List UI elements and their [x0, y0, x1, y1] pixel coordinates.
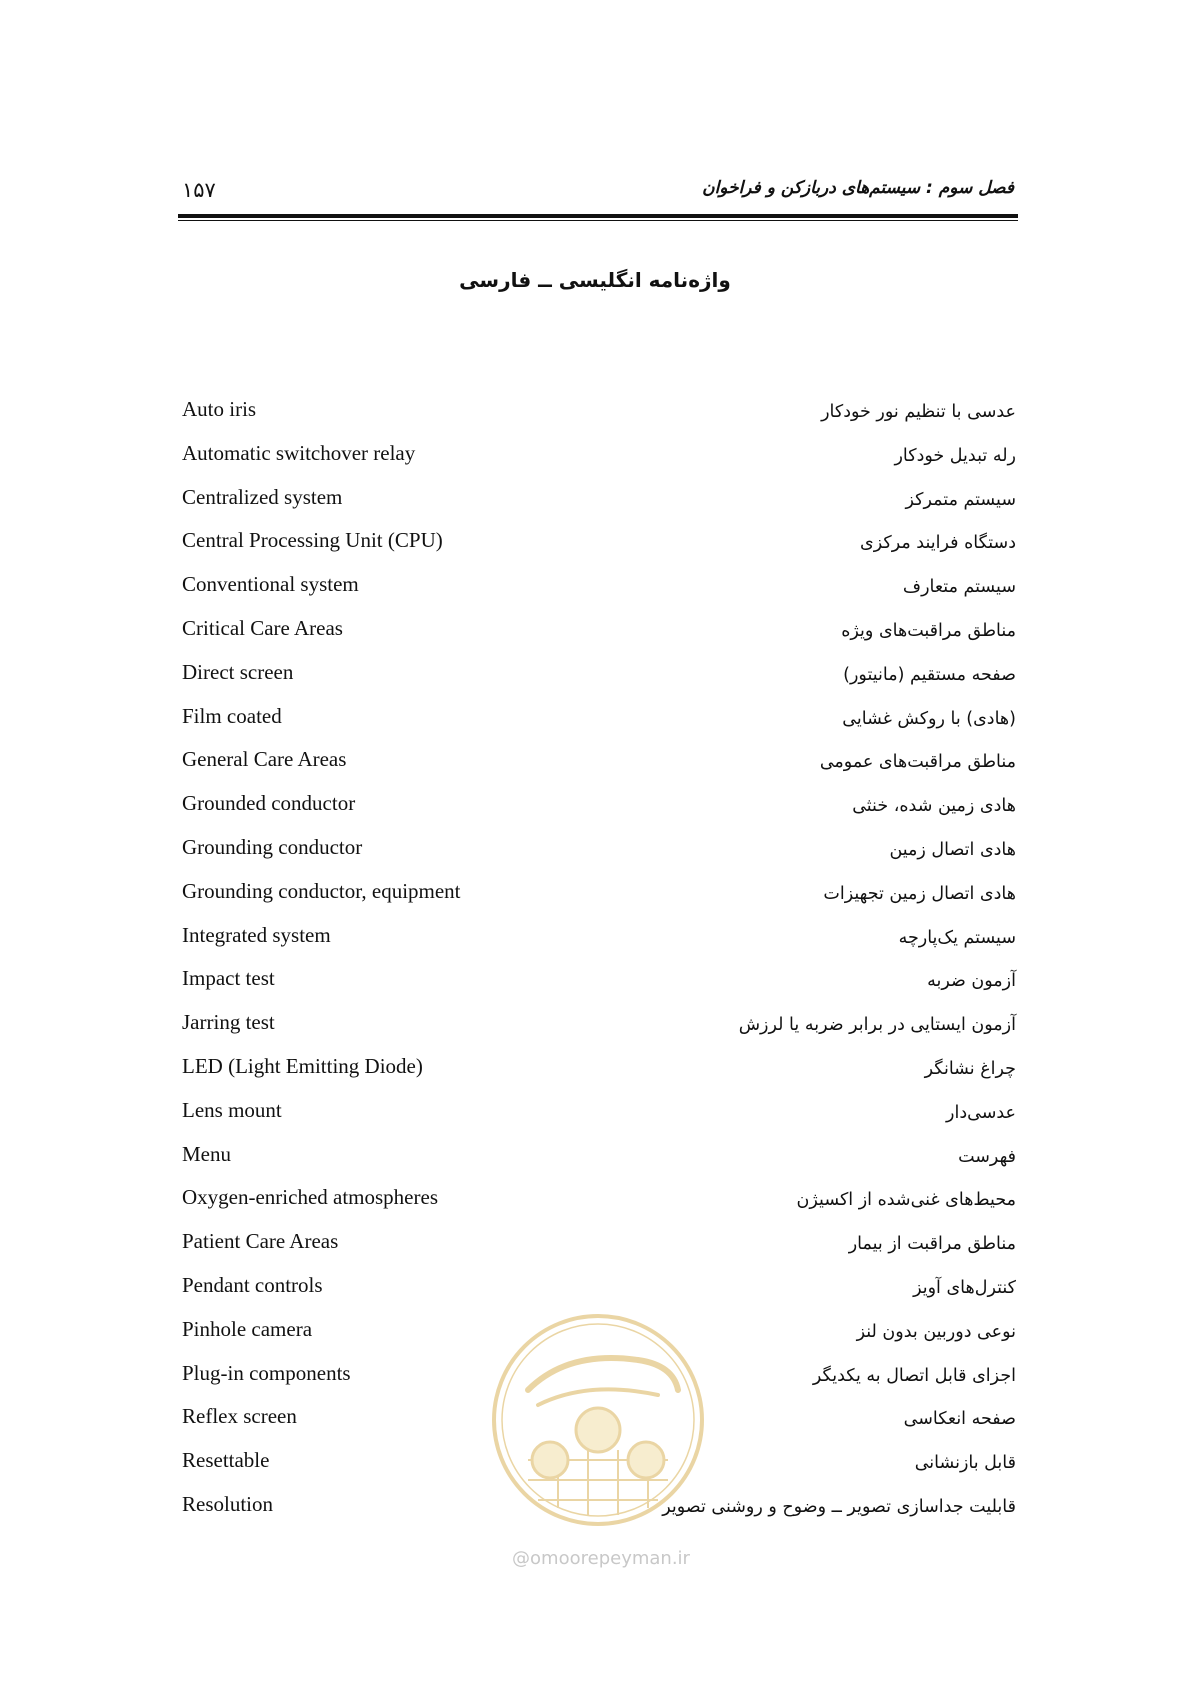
term-persian: دستگاه فرایند مرکزی — [860, 533, 1016, 554]
term-english: Conventional system — [182, 572, 359, 597]
term-english: Direct screen — [182, 659, 294, 684]
term-persian: عدسی‌دار — [946, 1102, 1016, 1123]
term-persian: اجزای قابل اتصال به یکدیگر — [812, 1365, 1016, 1386]
term-english: Grounding conductor, equipment — [182, 878, 461, 903]
term-persian: هادی اتصال زمین — [889, 839, 1016, 860]
glossary-row — [180, 1053, 1020, 1097]
term-persian: هادی زمین شده، خنثی — [852, 796, 1016, 817]
glossary-row — [180, 440, 1020, 484]
term-persian: محیط‌های غنی‌شده از اکسیژن — [796, 1190, 1016, 1211]
term-persian: رله تبدیل خودکار — [894, 445, 1016, 466]
term-english: Menu — [182, 1141, 231, 1166]
term-persian: قابل بازنشانی — [914, 1453, 1016, 1474]
term-english: Central Processing Unit (CPU) — [182, 528, 443, 553]
glossary-row — [180, 659, 1020, 703]
glossary-row — [180, 703, 1020, 747]
glossary-row — [180, 1184, 1020, 1228]
term-english: General Care Areas — [182, 747, 347, 772]
term-persian: کنترل‌های آویز — [913, 1277, 1016, 1298]
term-english: Plug-in components — [182, 1360, 351, 1385]
term-persian: مناطق مراقبت از بیمار — [848, 1234, 1016, 1255]
term-persian: هادی اتصال زمین تجهیزات — [823, 883, 1016, 904]
term-english: Oxygen-enriched atmospheres — [182, 1185, 438, 1210]
term-persian: مناطق مراقبت‌های عمومی — [819, 752, 1016, 773]
term-english: Grounding conductor — [182, 834, 363, 859]
term-persian: صفحه انعکاسی — [903, 1409, 1016, 1430]
term-persian: سیستم متمرکز — [905, 489, 1016, 510]
term-persian: نوعی دوربین بدون لنز — [856, 1321, 1016, 1342]
term-persian: عدسی با تنظیم نور خودکار — [821, 402, 1016, 422]
term-english: Pinhole camera — [182, 1316, 313, 1341]
term-persian: آزمون ایستایی در برابر ضربه یا لرزش — [738, 1015, 1016, 1036]
glossary-row — [180, 527, 1020, 571]
term-persian: چراغ نشانگر — [924, 1058, 1016, 1079]
term-persian: آزمون ضربه — [927, 971, 1016, 992]
term-english: Automatic switchover relay — [182, 440, 416, 465]
glossary-row — [180, 1228, 1020, 1272]
header-rule-thin — [178, 220, 1018, 221]
term-persian: (هادی) با روکش غشایی — [842, 708, 1016, 729]
term-english: Impact test — [182, 966, 275, 991]
glossary-row — [180, 790, 1020, 834]
term-english: Film coated — [182, 703, 282, 728]
glossary-row — [180, 965, 1020, 1009]
term-english: Pendant controls — [182, 1272, 323, 1297]
header-rule-thick — [178, 214, 1018, 218]
term-persian: سیستم یک‌پارچه — [898, 927, 1016, 948]
glossary-row — [180, 571, 1020, 615]
glossary-row — [180, 484, 1020, 528]
term-english: Reflex screen — [182, 1404, 297, 1429]
glossary-row — [180, 878, 1020, 922]
term-persian: مناطق مراقبت‌های ویژه — [841, 620, 1016, 641]
glossary-row — [180, 1009, 1020, 1053]
term-english: Jarring test — [182, 1010, 275, 1035]
term-english: Auto iris — [182, 397, 257, 421]
glossary-row — [180, 746, 1020, 790]
watermark-logo — [488, 1310, 708, 1530]
glossary-row — [180, 922, 1020, 966]
term-english: Critical Care Areas — [182, 615, 343, 640]
page-header — [178, 176, 1018, 208]
term-english: Resettable — [182, 1448, 270, 1473]
page-number: ۱۵۷ — [182, 178, 216, 202]
watermark-url: @omoorepeyman.ir — [512, 1548, 690, 1569]
term-persian: صفحه مستقیم (مانیتور) — [843, 664, 1016, 685]
glossary-row — [180, 834, 1020, 878]
term-persian: فهرست — [958, 1146, 1016, 1167]
term-english: Lens mount — [182, 1097, 282, 1122]
term-english: Grounded conductor — [182, 791, 356, 816]
term-persian: قابلیت جداسازی تصویر ــ وضوح و روشنی تصویر — [662, 1496, 1016, 1517]
glossary-title: واژه‌نامه انگلیسی ــ فارسی — [459, 268, 731, 292]
glossary-row — [180, 396, 1020, 440]
glossary-row — [180, 615, 1020, 659]
glossary-row — [180, 1141, 1020, 1185]
glossary-row — [180, 1097, 1020, 1141]
term-english: Resolution — [182, 1491, 274, 1516]
term-english: LED (Light Emitting Diode) — [182, 1053, 423, 1078]
term-english: Integrated system — [182, 922, 331, 947]
chapter-title: فصل سوم : سیستم‌های دربازکن و فراخوان — [702, 178, 1014, 198]
term-english: Centralized system — [182, 484, 343, 509]
term-persian: سیستم متعارف — [902, 577, 1016, 598]
term-english: Patient Care Areas — [182, 1229, 339, 1254]
